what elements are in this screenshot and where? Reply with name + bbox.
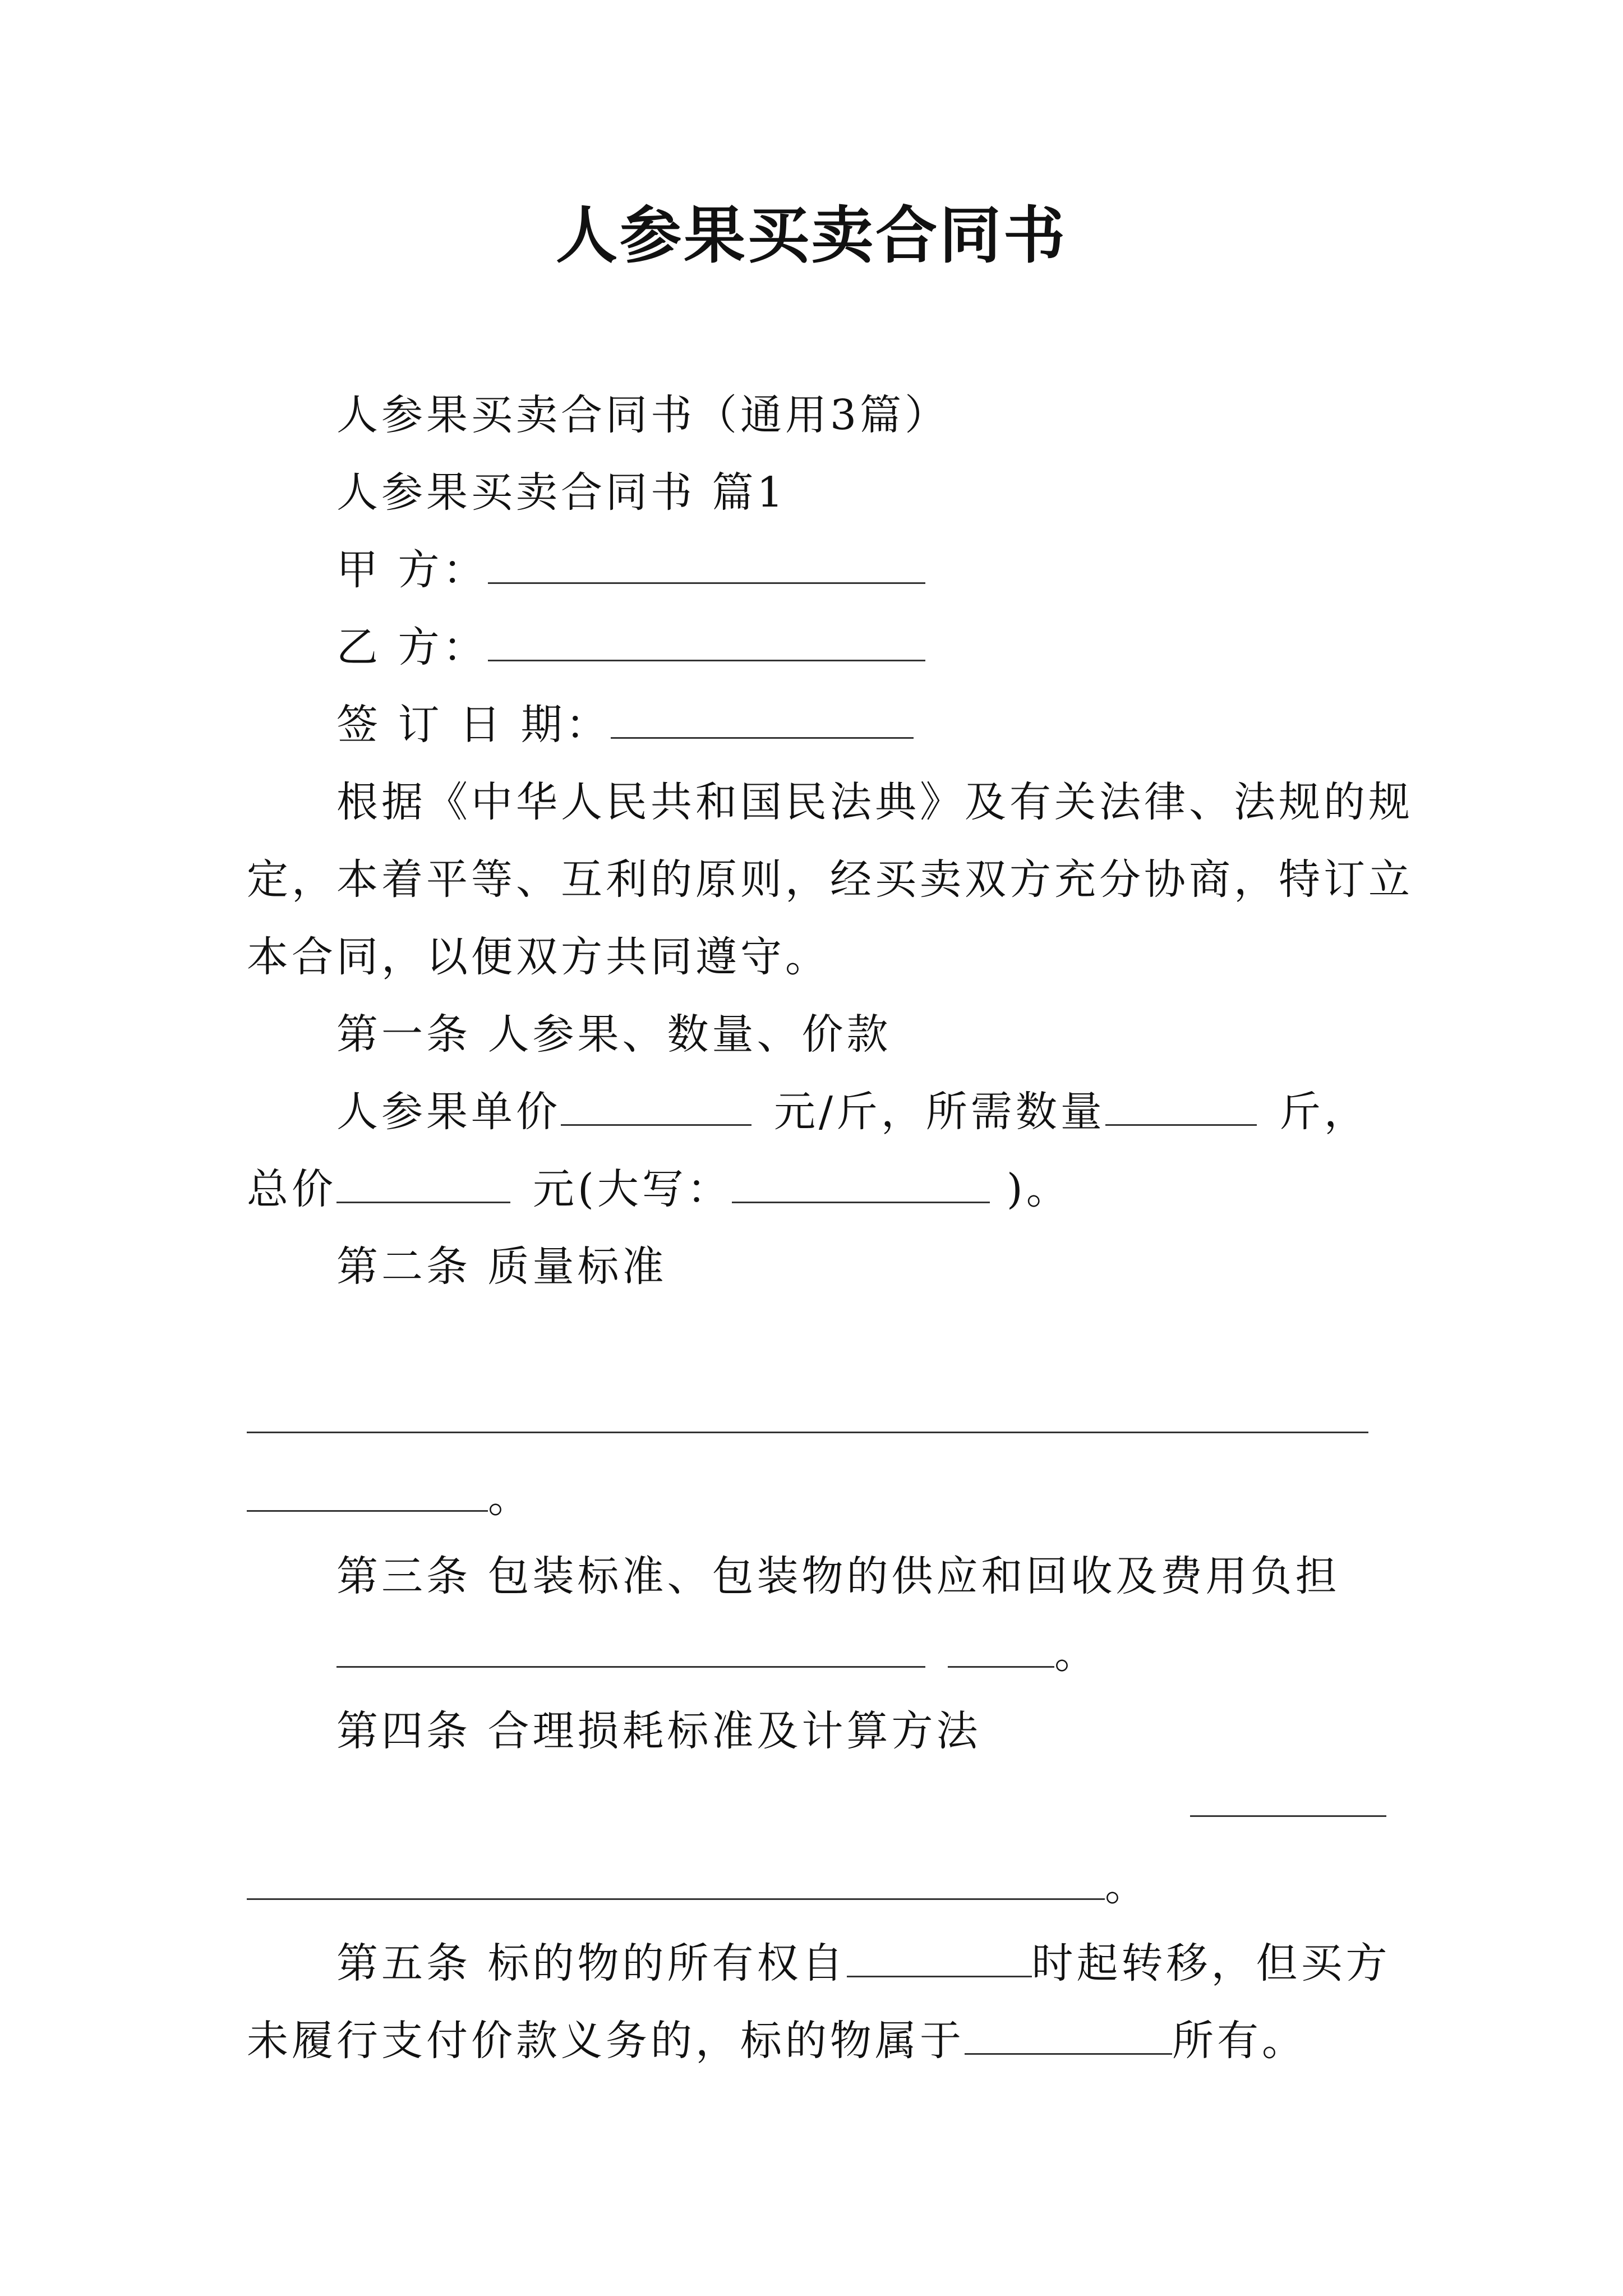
quality-blank-line-2 <box>247 1475 488 1512</box>
article4-end: 。 <box>1105 1862 1150 1910</box>
quantity-blank <box>1105 1089 1257 1126</box>
unit-price-label: 人参果单价 <box>336 1088 561 1136</box>
unit-price-blank <box>561 1089 751 1126</box>
ownership-transfer-text: 时起转移，但买方 <box>1031 1939 1391 1987</box>
article5-line-1 <box>336 1935 1391 1991</box>
intro-line-1: 根据《中华人民共和国民法典》及有关法律、法规的规 <box>336 778 1413 826</box>
party-a-label: 甲 方： <box>336 546 488 594</box>
total-price-label: 总价 <box>247 1165 336 1213</box>
part-heading: 人参果买卖合同书 篇1 <box>336 468 787 517</box>
ownership-time-blank <box>847 1941 1032 1977</box>
packaging-blank-2 <box>948 1631 1054 1668</box>
article4-end-row <box>247 1858 1150 1914</box>
subtitle: 人参果买卖合同书（通用3篇） <box>336 391 950 439</box>
sign-date-blank <box>611 702 914 739</box>
packaging-blank-1 <box>336 1631 925 1668</box>
jin-unit: 斤， <box>1279 1088 1369 1136</box>
quality-blank-line-1 <box>247 1432 1368 1433</box>
sign-date-row <box>336 697 914 753</box>
party-a-row <box>336 542 925 598</box>
owner-blank <box>965 2018 1172 2055</box>
party-b-blank <box>488 625 925 661</box>
article1-line-2 <box>247 1161 1071 1217</box>
article2-end-row <box>247 1470 533 1526</box>
article2-heading: 第二条 质量标准 <box>336 1243 667 1291</box>
total-price-blank <box>336 1167 510 1203</box>
party-b-row <box>336 619 925 675</box>
article1-line-1 <box>336 1084 1369 1140</box>
article2-end: 。 <box>488 1474 533 1522</box>
capital-amount-close: )。 <box>1006 1165 1071 1213</box>
ownership-label: 第五条 标的物的所有权自 <box>336 1939 847 1987</box>
loss-blank-line-1 <box>1190 1815 1386 1817</box>
quantity-label: 元/斤，所需数量 <box>774 1088 1105 1136</box>
capital-amount-blank <box>732 1167 990 1203</box>
owner-suffix: 所有。 <box>1172 2017 1307 2065</box>
article1-heading: 第一条 人参果、数量、价款 <box>336 1010 892 1059</box>
unpaid-clause: 未履行支付价款义务的，标的物属于 <box>247 2017 965 2065</box>
article3-heading: 第三条 包装标准、包装物的供应和回收及费用负担 <box>336 1552 1340 1600</box>
document-title: 人参果买卖合同书 <box>556 200 1067 272</box>
party-b-label: 乙 方： <box>336 623 488 671</box>
capital-amount-label: 元(大写： <box>533 1165 732 1213</box>
intro-line-2: 定，本着平等、互利的原则，经买卖双方充分协商，特订立 <box>247 855 1413 904</box>
article3-end: 。 <box>1054 1630 1099 1678</box>
intro-line-3: 本合同，以便双方共同遵守。 <box>247 933 830 981</box>
article4-heading: 第四条 合理损耗标准及计算方法 <box>336 1707 981 1755</box>
article3-blank-row <box>336 1626 1099 1682</box>
article5-line-2 <box>247 2013 1307 2069</box>
party-a-blank <box>488 547 925 584</box>
loss-blank-line-2 <box>247 1864 1105 1900</box>
sign-date-label: 签 订 日 期： <box>336 701 611 749</box>
